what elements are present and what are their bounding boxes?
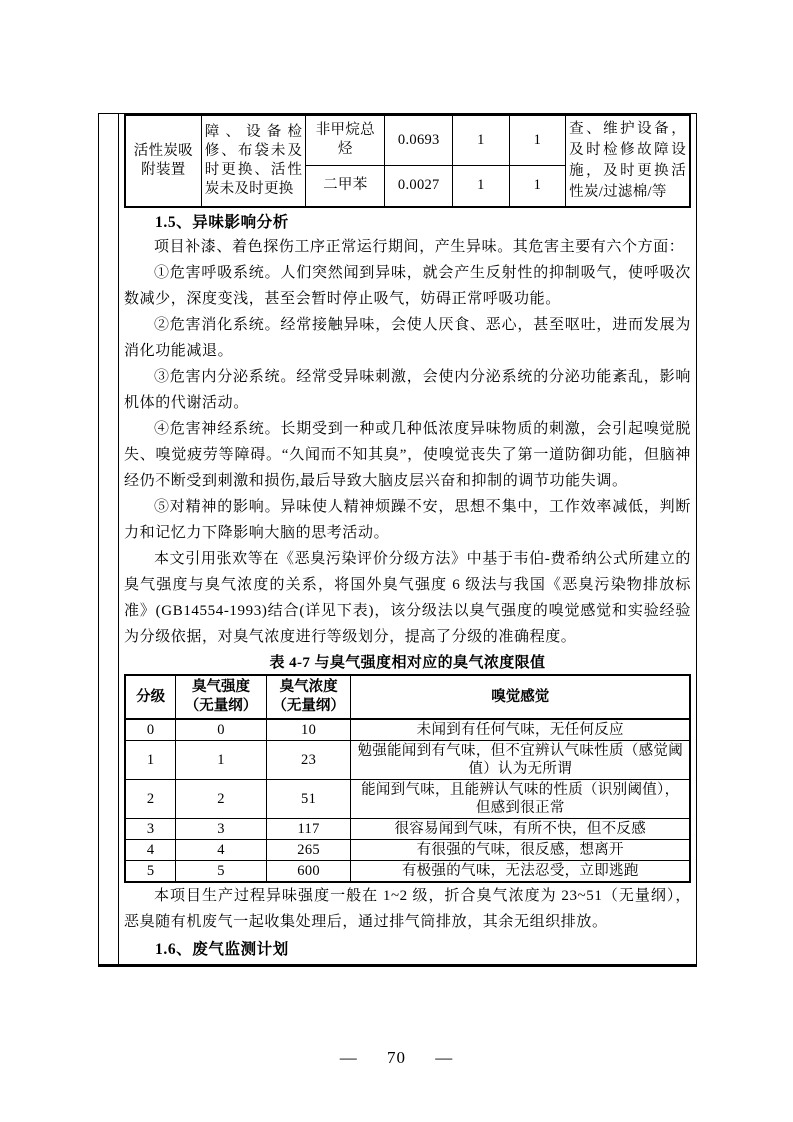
cell-concentration: 117 — [266, 819, 351, 840]
cell-feeling: 很容易闻到气味，有所不快，但不反感 — [351, 819, 690, 840]
cell-feeling: 未闻到有任何气味，无任何反应 — [351, 719, 690, 741]
table-header-row — [125, 675, 690, 719]
table-row — [125, 861, 690, 883]
form-content — [119, 114, 696, 964]
page-number: — 70 — — [339, 1048, 454, 1067]
pollutant-control-table — [124, 114, 691, 208]
section-heading-1-6: 1.6、废气监测计划 — [155, 941, 289, 958]
table-row — [125, 819, 690, 840]
col-header-grade: 分级 — [125, 675, 176, 719]
cell-fault-condition: 障、设备检修、布袋未及时更换、活性炭未及时更换 — [201, 115, 306, 207]
table-row — [125, 115, 690, 165]
paragraph-grading-method: 本文引用张欢等在《恶臭污染评价分级方法》中基于韦伯-费希纳公式所建立的臭气强度与臭气浓度的关系，将国外臭气强度 6 级法与我国《恶臭污染物排放标准》(GB14554-1993)结合(详见下表)，该分级法以臭气强度的嗅觉感觉和实验经验为分级依据，对臭气浓度进行等级划分，提高了分级的准确程度。 — [124, 551, 691, 645]
cell-value: 0.0693 — [385, 115, 453, 165]
cell-intensity: 3 — [176, 819, 266, 840]
odor-grade-table — [124, 674, 691, 883]
cell-feeling: 有很强的气味，很反感，想离开 — [351, 840, 690, 861]
cell-grade: 4 — [125, 840, 176, 861]
table-4-7-caption: 表 4-7 与臭气强度相对应的臭气浓度限值 — [269, 655, 546, 671]
paragraph-hazard-digestive: ②危害消化系统。经常接触异味，会使人厌食、恶心，甚至呕吐，进而发展为消化功能减退。 — [124, 317, 691, 359]
paragraph-intro: 项目补漆、着色探伤工序正常运行期间，产生异味。其危害主要有六个方面： — [154, 239, 685, 255]
cell-grade: 3 — [125, 819, 176, 840]
cell-feeling: 有极强的气味，无法忍受，立即逃跑 — [351, 861, 690, 883]
cell-number: 1 — [453, 165, 510, 207]
cell-measure: 查、维护设备，及时检修故障设施，及时更换活性炭/过滤棉/等 — [566, 115, 690, 207]
cell-intensity: 0 — [176, 719, 266, 741]
cell-feeling: 能闻到气味，且能辨认气味的性质（识别阈值），但感到很正常 — [351, 780, 690, 819]
cell-pollutant: 非甲烷总烃 — [306, 115, 385, 165]
form-left-gutter — [99, 114, 119, 964]
cell-intensity: 5 — [176, 861, 266, 883]
cell-number: 1 — [509, 115, 566, 165]
cell-number: 1 — [453, 115, 510, 165]
cell-grade: 1 — [125, 741, 176, 780]
cell-concentration: 51 — [266, 780, 351, 819]
cell-pollutant: 二甲苯 — [306, 165, 385, 207]
cell-device: 活性炭吸附装置 — [125, 115, 201, 207]
paragraph-hazard-respiratory: ①危害呼吸系统。人们突然闻到异味，就会产生反射性的抑制吸气，使呼吸次数减少，深度变浅，甚至会暂时停止吸气，妨碍正常呼吸功能。 — [124, 265, 691, 307]
cell-concentration: 10 — [266, 719, 351, 741]
cell-number: 1 — [509, 165, 566, 207]
cell-grade: 2 — [125, 780, 176, 819]
table-row — [125, 719, 690, 741]
table-row — [125, 840, 690, 861]
report-form-outline — [98, 113, 697, 967]
cell-concentration: 23 — [266, 741, 351, 780]
table-row — [125, 780, 690, 819]
cell-grade: 5 — [125, 861, 176, 883]
cell-concentration: 265 — [266, 840, 351, 861]
cell-feeling: 勉强能闻到有气味，但不宜辨认气味性质（感觉阈值）认为无所谓 — [351, 741, 690, 780]
paragraph-hazard-mental: ⑤对精神的影响。异味使人精神烦躁不安，思想不集中，工作效率减低，判断力和记忆力下降影响大脑的思考活动。 — [124, 499, 691, 541]
paragraph-hazard-nervous: ④危害神经系统。长期受到一种或几种低浓度异味物质的刺激，会引起嗅觉脱失、嗅觉疲劳等障碍。“久闻而不知其臭”，使嗅觉丧失了第一道防御功能，但脑神经仍不断受到刺激和损伤,最后导致大脑皮层兴奋和抑制的调节功能失调。 — [124, 421, 691, 489]
cell-intensity: 1 — [176, 741, 266, 780]
col-header-smell-feeling: 嗅觉感觉 — [351, 675, 690, 719]
cell-intensity: 4 — [176, 840, 266, 861]
section-heading-1-5: 1.5、异味影响分析 — [155, 214, 289, 231]
table-row — [125, 741, 690, 780]
cell-grade: 0 — [125, 719, 176, 741]
col-header-odor-intensity: 臭气强度（无量纲） — [176, 675, 266, 719]
cell-concentration: 600 — [266, 861, 351, 883]
paragraph-hazard-endocrine: ③危害内分泌系统。经常受异味刺激，会使内分泌系统的分泌功能紊乱，影响机体的代谢活动。 — [124, 369, 691, 411]
cell-value: 0.0027 — [385, 165, 453, 207]
col-header-odor-concentration: 臭气浓度（无量纲） — [266, 675, 351, 719]
cell-intensity: 2 — [176, 780, 266, 819]
paragraph-conclusion: 本项目生产过程异味强度一般在 1~2 级，折合臭气浓度为 23~51（无量纲），恶臭随有机废气一起收集处理后，通过排气筒排放，其余无组织排放。 — [124, 888, 691, 930]
